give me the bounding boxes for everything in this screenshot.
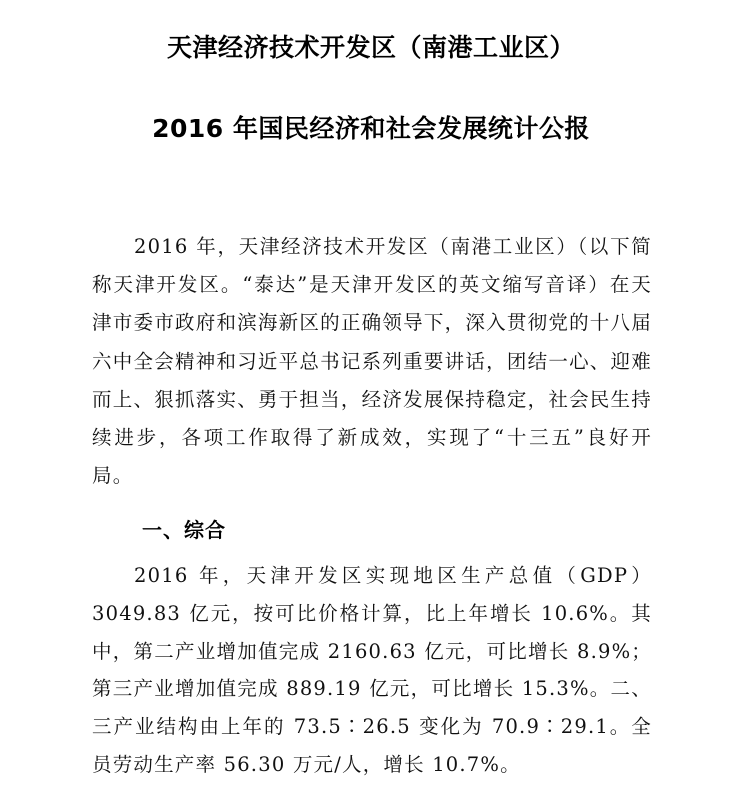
section-heading: 一、综合 [142,518,226,542]
document-title-line-2: 2016 年国民经济和社会发展统计公报 [152,114,590,143]
document-title-line-1: 天津经济技术开发区（南港工业区） [166,33,575,62]
section-paragraph: 2016 年，天津开发区实现地区生产总值（GDP）3049.83 亿元，按可比价格计算，比上年增长 10.6%。其中，第二产业增加值完成 2160.63 亿元，可比增长 8.9%；第三产业增加值完成 889.19 亿元，可比增长 15.3%。二、三产业结构由上年的 73.5∶26.5 变化为 70.9∶29.1。全员劳动生产率 56.30 万元/人，增长 10.7%。 [92,564,652,776]
intro-paragraph: 2016 年，天津经济技术开发区（南港工业区）（以下简称天津开发区。“泰达”是天津开发区的英文缩写音译）在天津市委市政府和滨海新区的正确领导下，深入贯彻党的十八届六中全会精神和习近平总书记系列重要讲话，团结一心、迎难而上、狠抓落实、勇于担当，经济发展保持稳定，社会民生持续进步，各项工作取得了新成效，实现了“十三五”良好开局。 [92,235,652,488]
